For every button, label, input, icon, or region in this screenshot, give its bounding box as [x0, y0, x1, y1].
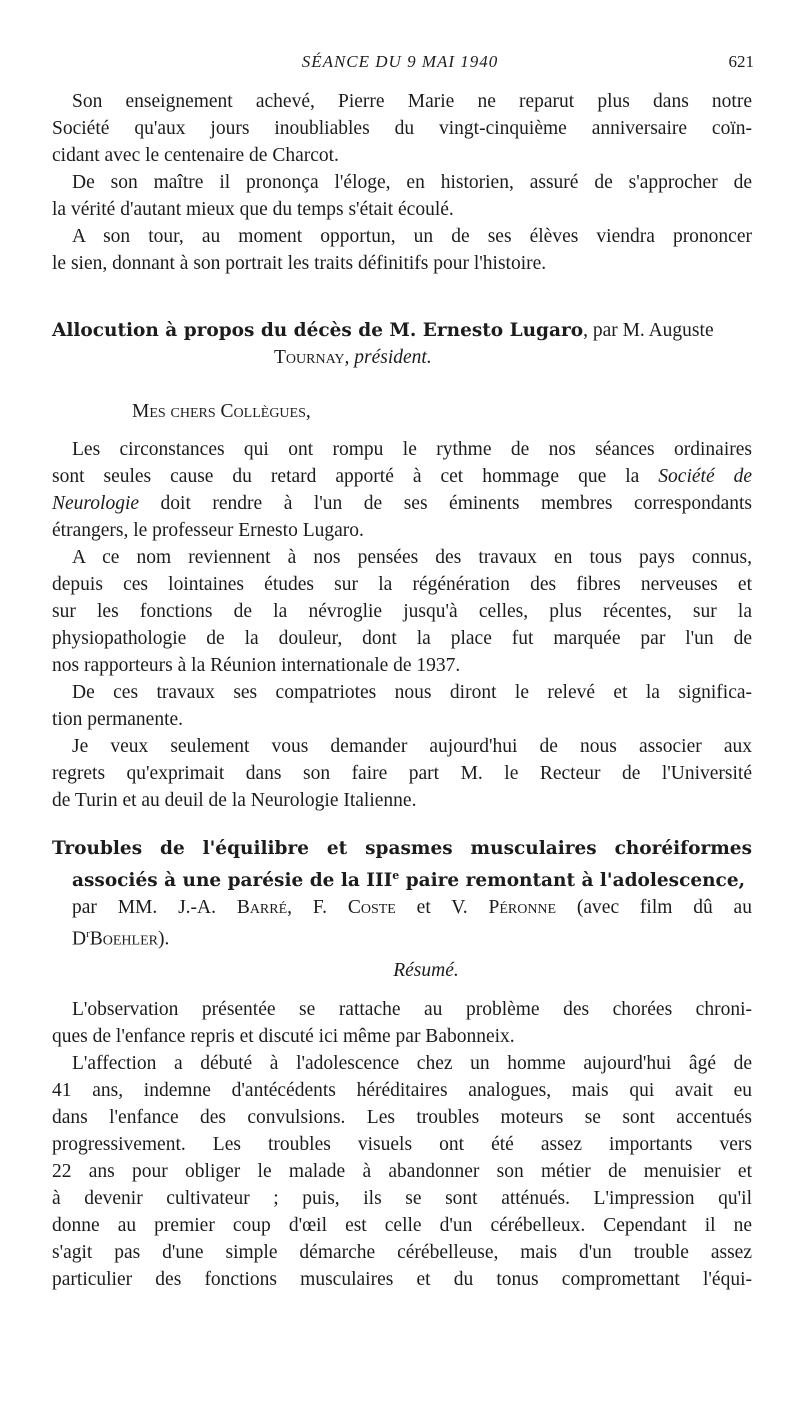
author-name: Tournay: [274, 347, 345, 368]
running-title: SÉANCE DU 9 MAI 1940: [301, 52, 499, 71]
running-head: [0, 50, 800, 74]
text-line: physiopathologie de la douleur, dont la place fut marquée par l'un de: [52, 628, 752, 649]
text-line: A ce nom reviennent à nos pensées des travaux en tous pays connus,: [72, 547, 752, 568]
text-line: 41 ans, indemne d'antécédents héréditaires analogues, mais qui avait eu: [52, 1079, 752, 1101]
text-line: nos rapporteurs à la Réunion internationale de 1937.: [52, 655, 461, 676]
text-line: donne au premier coup d'œil est celle d'un cérébelleux. Cependant il ne: [52, 1214, 752, 1236]
title-bold: Allocution à propos du décès de M. Ernesto Lugaro: [52, 320, 584, 341]
text-line: depuis ces lointaines études sur la régénération des fibres nerveuses et: [52, 574, 752, 595]
author-name: Barré: [236, 897, 288, 919]
section-lugaro-allocution: [52, 317, 752, 814]
text-line: L'affection a débuté à l'adolescence chez un homme aujourd'hui âgé de: [72, 1052, 752, 1074]
title-line: Troubles de l'équilibre et spasmes musculaires choréiformes: [52, 838, 752, 859]
paragraph: [52, 88, 752, 169]
text-line: Je veux seulement vous demander aujourd'hui de nous associer aux: [72, 736, 752, 757]
text-line: progressivement. Les troubles visuels ont été assez importants vers: [52, 1133, 752, 1155]
text-line: le sien, donnant à son portrait les traits définitifs pour l'histoire.: [52, 253, 547, 274]
text-line: De son maître il prononça l'éloge, en historien, assuré de s'approcher de: [72, 172, 752, 193]
text-line: sur les fonctions de la névroglie jusqu'à celles, plus récentes, sur la: [52, 601, 752, 622]
page-number: 621: [728, 52, 754, 71]
author-name: Coste: [347, 897, 396, 919]
paragraph: [52, 1050, 752, 1293]
author-role: , président.: [344, 347, 432, 368]
text-line: tion permanente.: [52, 709, 184, 730]
text-line: Son enseignement achevé, Pierre Marie ne reparut plus dans notre: [72, 91, 752, 112]
text-line: à devenir cultivateur ; puis, ils se sont atténués. L'impression qu'il: [52, 1187, 752, 1209]
title-line: associés à une parésie de la IIIe paire remontant à l'adolescence,: [72, 869, 746, 892]
text-line: regrets qu'exprimait dans son faire part M. le Recteur de l'Université: [52, 763, 752, 784]
paragraph: [52, 223, 752, 277]
text-line: Société qu'aux jours inoubliables du vingt-cinquième anniversaire coïn-: [52, 118, 752, 139]
resume-label: Résumé.: [393, 959, 459, 981]
text-line: 22 ans pour obliger le malade à abandonner son métier de menuisier et: [52, 1160, 752, 1182]
text-line: Les circonstances qui ont rompu le rythme de nos séances ordinaires: [72, 439, 752, 460]
text-line: dans l'enfance des convulsions. Les troubles moteurs se sont accentués: [52, 1106, 752, 1128]
paragraph: [52, 733, 752, 814]
text-line: De ces travaux ses compatriotes nous diront le relevé et la significa-: [72, 682, 752, 703]
text-line: étrangers, le professeur Ernesto Lugaro.: [52, 520, 364, 541]
text-line: L'observation présentée se rattache au problème des chorées chroni-: [72, 998, 752, 1020]
section-pierre-marie-conclusion: [52, 88, 752, 277]
paragraph: [52, 996, 752, 1050]
paragraph: [52, 544, 752, 679]
section-title: [52, 835, 752, 894]
paragraph: [52, 169, 752, 223]
section-troubles-equilibre: [52, 835, 752, 1293]
text-line: A son tour, au moment opportun, un de ses élèves viendra prononcer: [72, 226, 752, 247]
author-name: Boehler: [89, 928, 158, 950]
text-line: de Turin et au deuil de la Neurologie Italienne.: [52, 790, 417, 811]
title-byline: , par M. Auguste: [583, 320, 714, 341]
section-title: [52, 317, 752, 371]
text-line: Neurologie doit rendre à l'un de ses éminents membres correspondants: [52, 493, 752, 514]
paragraph: [52, 436, 752, 544]
text-line: particulier des fonctions musculaires et du tonus compromettant l'équi-: [52, 1268, 752, 1290]
text-line: sont seules cause du retard apporté à cet hommage que la Société de: [52, 466, 752, 487]
authors: par MM. J.-A. Barré, F. Coste et V. Péronne (avec film dû au $D^rBoehler$).: [72, 897, 752, 950]
salutation: Mes chers Collègues,: [132, 401, 311, 422]
paragraph: [52, 679, 752, 733]
text-line: s'agit pas d'une simple démarche cérébelleuse, mais d'un trouble assez: [52, 1241, 752, 1263]
author-name: Péronne: [488, 897, 557, 919]
text-line: ques de l'enfance repris et discuté ici même par Babonneix.: [52, 1025, 515, 1047]
text-line: cidant avec le centenaire de Charcot.: [52, 145, 339, 166]
text-line: la vérité d'autant mieux que du temps s'était écoulé.: [52, 199, 454, 220]
